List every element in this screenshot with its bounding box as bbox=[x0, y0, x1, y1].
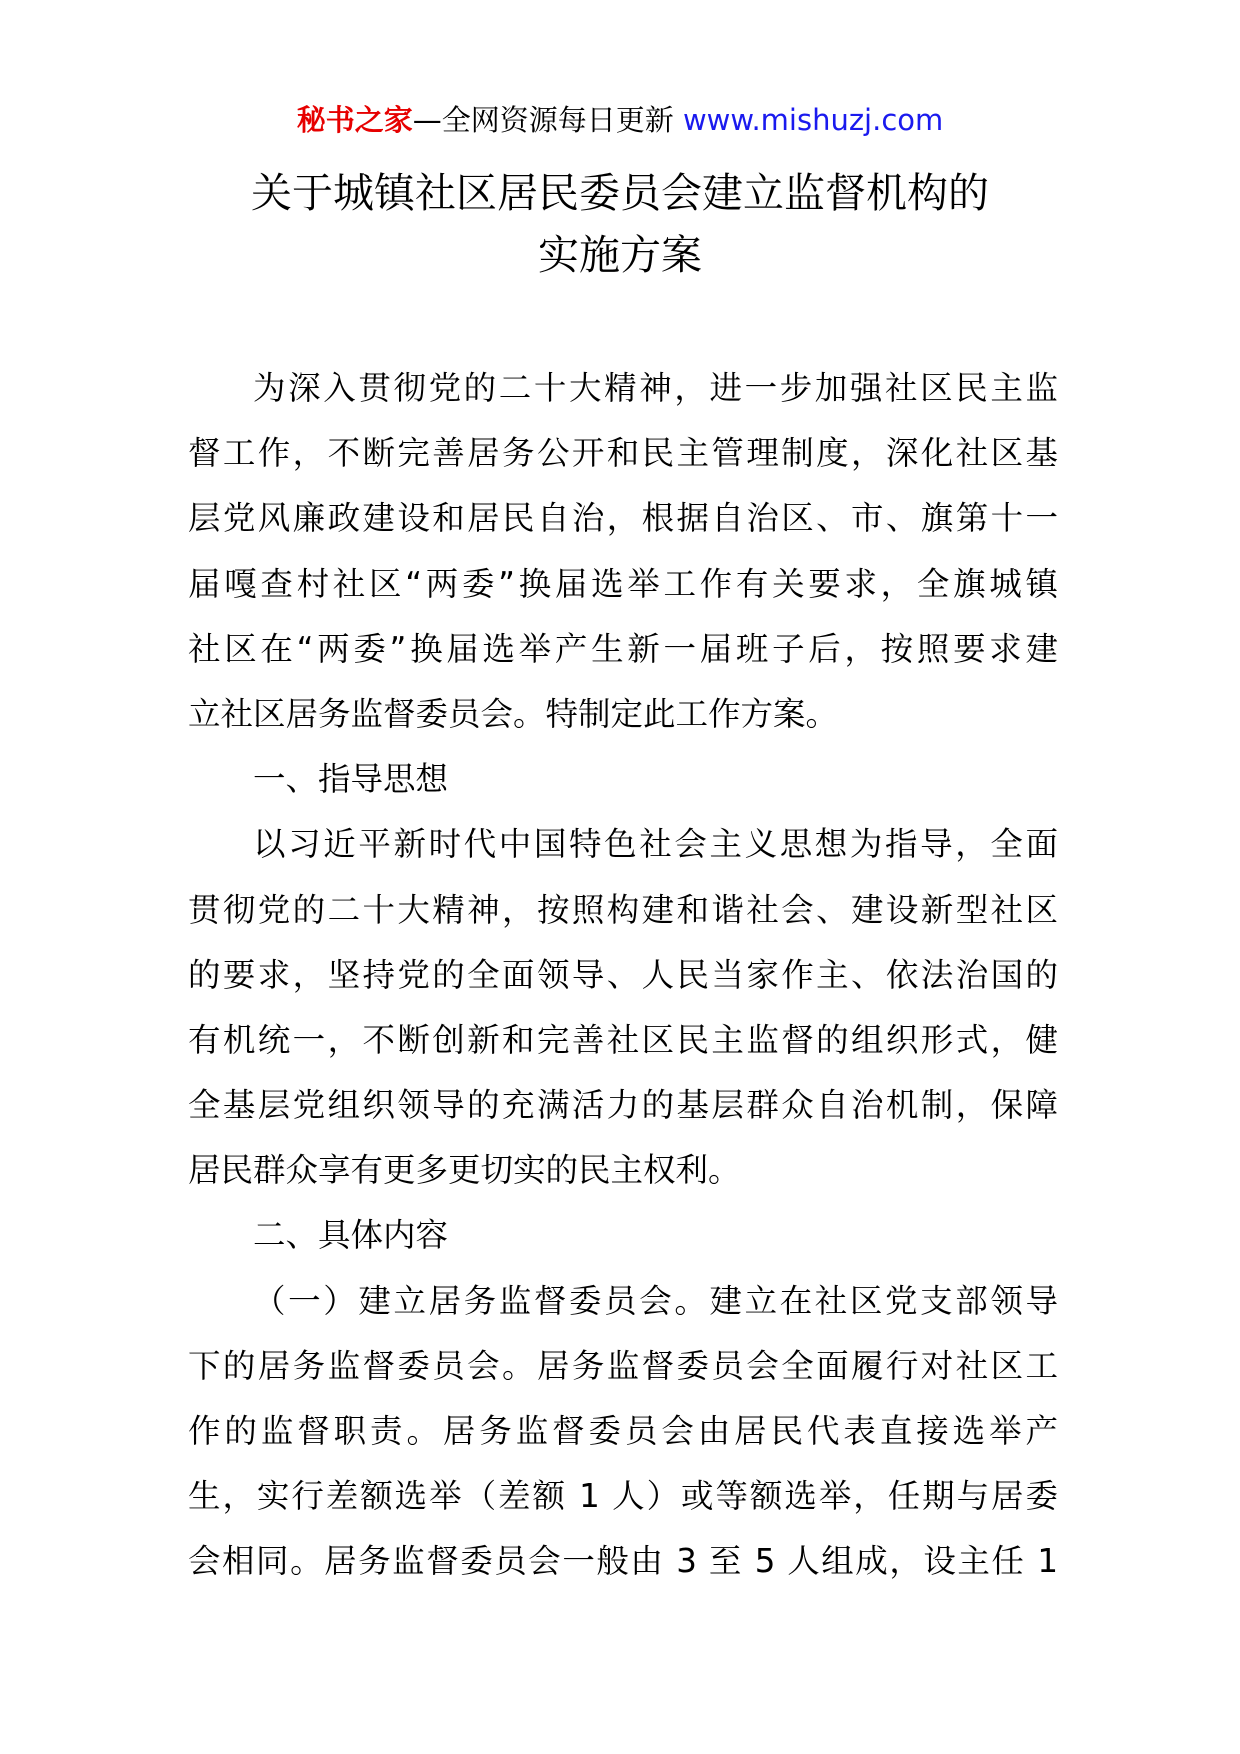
title-line-1: 关于城镇社区居民委员会建立监督机构的 bbox=[251, 169, 989, 217]
paragraph-line: 以习近平新时代中国特色社会主义思想为指导，全面 bbox=[253, 825, 1058, 864]
paragraph-line: 会相同。居务监督委员会一般由 3 至 5 人组成，设主任 1 bbox=[188, 1542, 1058, 1581]
paragraph-line: 督工作，不断完善居务公开和民主管理制度，深化社区基 bbox=[188, 434, 1058, 473]
section-heading: 二、具体内容 bbox=[253, 1216, 449, 1255]
paragraph-line: 的要求，坚持党的全面领导、人民当家作主、依法治国的 bbox=[188, 955, 1058, 994]
site-url-link[interactable]: www.mishuzj.com bbox=[682, 103, 944, 137]
paragraph-line: 生，实行差额选举（差额 1 人）或等额选举，任期与居委 bbox=[188, 1477, 1058, 1516]
paragraph-line: 层党风廉政建设和居民自治，根据自治区、市、旗第十一 bbox=[188, 499, 1058, 538]
paragraph-line: 下的居务监督委员会。居务监督委员会全面履行对社区工 bbox=[188, 1346, 1058, 1385]
paragraph-line: 作的监督职责。居务监督委员会由居民代表直接选举产 bbox=[188, 1412, 1058, 1450]
paragraph-line: 全基层党组织领导的充满活力的基层群众自治机制，保障 bbox=[188, 1086, 1058, 1125]
paragraph-line: 贯彻党的二十大精神，按照构建和谐社会、建设新型社区 bbox=[188, 890, 1058, 929]
document-title bbox=[0, 162, 1240, 286]
paragraph-line: 有机统一，不断创新和完善社区民主监督的组织形式，健 bbox=[188, 1020, 1058, 1059]
paragraph-line: 居民群众享有更多更切实的民主权利。 bbox=[188, 1151, 741, 1190]
paragraph-line: 立社区居务监督委员会。特制定此工作方案。 bbox=[188, 694, 839, 733]
paragraph-line: 为深入贯彻党的二十大精神，进一步加强社区民主监 bbox=[253, 369, 1058, 407]
paragraph-line: 届嘎查村社区“两委”换届选举工作有关要求，全旗城镇 bbox=[188, 564, 1058, 603]
brand-name: 秘书之家 bbox=[296, 103, 413, 137]
document-body bbox=[188, 356, 1058, 1595]
header-tagline: —全网资源每日更新 bbox=[412, 103, 674, 137]
paragraph-line: （一）建立居务监督委员会。建立在社区党支部领导 bbox=[253, 1281, 1058, 1320]
title-line-2: 实施方案 bbox=[538, 231, 702, 279]
section-heading: 一、指导思想 bbox=[253, 760, 449, 799]
paragraph-line: 社区在“两委”换届选举产生新一届班子后，按照要求建 bbox=[188, 629, 1058, 668]
site-header bbox=[0, 100, 1240, 140]
